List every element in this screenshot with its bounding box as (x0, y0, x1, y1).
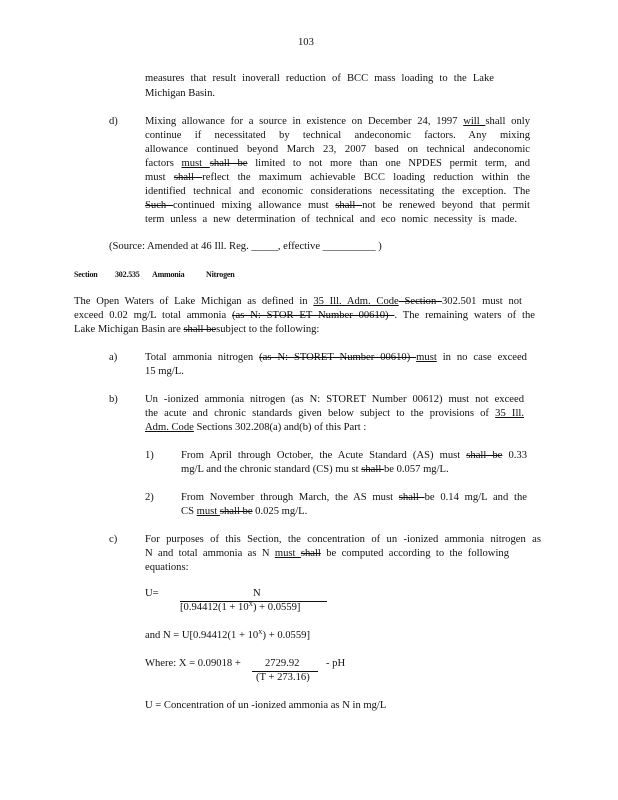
intro-line-3: Lake Michigan Basin are shall besubject to the following: (74, 324, 320, 335)
inserted-text: 35 Ill. (495, 408, 524, 419)
item-d-line-4: factors must shall be limited to not more than one NPDES permit term, and (145, 158, 530, 169)
section-number: 302.535 (115, 270, 140, 279)
inserted-text: must (274, 548, 301, 559)
deleted-text: shall (398, 492, 425, 503)
equation-2: and $N = U[0.94412(1 + 10^X) + 0.0559]$ (145, 630, 310, 641)
equation-3-ph: - pH (326, 658, 346, 669)
deleted-text: (as N: STORET Number 00610) (259, 352, 417, 363)
item-d-line-8: term unless a new determination of technical and eco nomic necessity is made. (145, 214, 517, 225)
deleted-text: shall be (219, 506, 253, 517)
equation-3-denominator: (T + 273.16) (256, 672, 310, 683)
item-d-line-1: Mixing allowance for a source in existence on December 24, 1997 will shall only (145, 116, 531, 127)
item-b2-label: 2) (145, 492, 154, 503)
equation-1-denominator: $[0.94412(1 + 10^X) + 0.0559]$ (180, 602, 301, 613)
item-d-label: d) (109, 116, 118, 127)
item-d-line-5: must shall reflect the maximum achievable BCC loading reduction within the (145, 172, 530, 183)
continuation-line-1: measures that result inoverall reduction of BCC mass loading to the Lake (145, 73, 494, 84)
equation-3-numerator: 2729.92 (265, 658, 300, 669)
inserted-text: will (463, 116, 486, 127)
item-b-label: b) (109, 394, 118, 405)
item-b1-line-1: From April through October, the Acute Standard (AS) must shall be 0.33 (181, 450, 527, 461)
inserted-text: Adm. Code (145, 422, 194, 433)
inserted-text: must (416, 352, 437, 363)
section-label: Section (74, 270, 98, 279)
item-b-line-3: Adm. Code Sections 302.208(a) and(b) of this Part : (145, 422, 367, 433)
deleted-text: shall be (183, 324, 217, 335)
item-a-line-2: 15 mg/L. (145, 366, 184, 377)
inserted-text: must (196, 506, 220, 517)
item-b-line-2: the acute and chronic standards given below subject to the provisions of 35 Ill. (145, 408, 524, 419)
source-note: (Source: Amended at 46 Ill. Reg. _____, effective __________ ) (109, 241, 382, 252)
item-b2-line-1: From November through March, the AS must shall be 0.14 mg/L and the (181, 492, 527, 503)
definition-u: U = Concentration of un -ionized ammonia as N in mg/L (145, 700, 387, 711)
item-d-line-3: allowance continued beyond March 23, 2007 based on technical andeconomic (145, 144, 530, 155)
deleted-text: (as N: STOR ET Number 00610) (232, 310, 395, 321)
equation-1-numerator: N (253, 588, 261, 599)
section-title-1: Ammonia (152, 270, 185, 279)
item-b1-label: 1) (145, 450, 154, 461)
page-number: 103 (298, 37, 314, 48)
equation-1-lhs: U= (145, 588, 159, 599)
item-b1-line-2: mg/L and the chronic standard (CS) mu st shall be 0.057 mg/L. (181, 464, 449, 475)
item-b2-line-2: CS must shall be 0.025 mg/L. (181, 506, 308, 517)
item-c-line-2: N and total ammonia as N must shall be computed according to the following (145, 548, 509, 559)
deleted-text: Such (145, 200, 173, 211)
item-b-line-1: Un -ionized ammonia nitrogen (as N: STORET Number 00612) must not exceed (145, 394, 524, 405)
continuation-line-2: Michigan Basin. (145, 88, 216, 99)
deleted-text: shall (361, 464, 384, 475)
item-a-line-1: Total ammonia nitrogen (as N: STORET Number 00610) must in no case exceed (145, 352, 527, 363)
item-d-line-7: Such continued mixing allowance must shall not be renewed beyond that permit (145, 200, 530, 211)
deleted-text: Section (398, 296, 442, 307)
item-a-label: a) (109, 352, 118, 363)
deleted-text: shall (173, 172, 203, 183)
item-d-line-2: continue if necessitated by technical andeconomic factors. Any mixing (145, 130, 530, 141)
equation-3-where: Where: X = 0.09018 + (145, 658, 241, 669)
deleted-text: shall (335, 200, 363, 211)
intro-line-2: exceed 0.02 mg/L total ammonia (as N: STOR ET Number 00610) . The remaining waters of the (74, 310, 535, 321)
deleted-text: shall be (466, 450, 503, 461)
deleted-text: shall (300, 548, 321, 559)
inserted-text: 35 Ill. Adm. Code (313, 296, 399, 307)
section-title-2: Nitrogen (206, 270, 235, 279)
item-d-line-6: identified technical and economic considerations necessitating the exception. The (145, 186, 530, 197)
intro-line-1: The Open Waters of Lake Michigan as defined in 35 Ill. Adm. Code Section 302.501 must not (74, 296, 522, 307)
item-c-line-1: For purposes of this Section, the concentration of un -ionized ammonia nitrogen as (145, 534, 541, 545)
item-c-label: c) (109, 534, 118, 545)
item-c-line-3: equations: (145, 562, 189, 573)
inserted-text: must (181, 158, 210, 169)
deleted-text: shall be (209, 158, 248, 169)
